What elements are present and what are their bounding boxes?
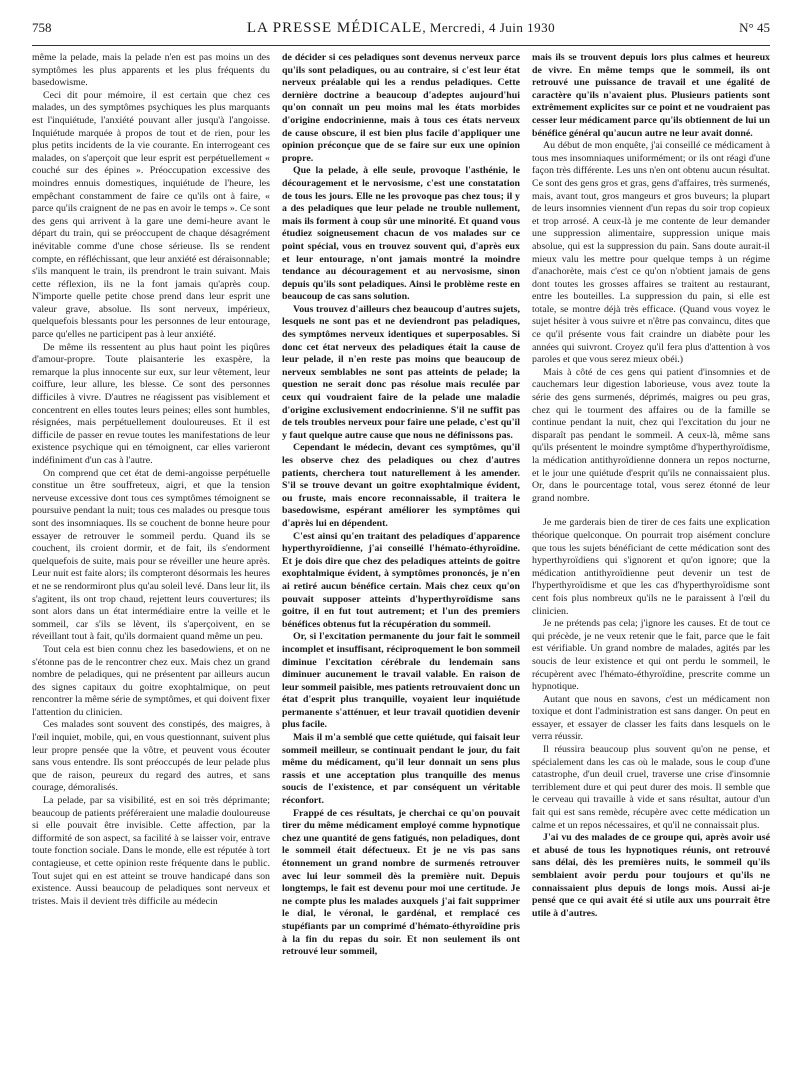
- paragraph: Autant que nous en savons, c'est un médicament non toxique et dont l'administration est sans danger. On peut en essayer, et essayer de classer les faits dans lesquels on le verra réussir.: [532, 693, 770, 743]
- issue-number: N° 45: [739, 20, 770, 35]
- column-middle: [282, 52, 520, 1077]
- paragraph: Mais il m'a semblé que cette quiétude, qui faisait leur sommeil meilleur, se continuait pendant le jour, du fait même du médicament, qu'il leur donnait un sens plus rassis et une acceptation plus tranquille des menus soucis de l'existence, et par conséquent un véritable réconfort.: [282, 732, 520, 807]
- paragraph: De même ils ressentent au plus haut point les piqûres d'amour-propre. Toute plaisanterie les exaspère, la remarque la plus innocente sur eux, sur leur vêtement, leur coiffure, leur allure, les blesse. Ce sont des personnes difficiles à vivre. D'autres ne réagissent pas visiblement et concentrent en elles toutes leurs peines; elles sont humbles, résignées, mais perpétuellement douloureuses. Et il est difficile de passer en revue toutes les manifestations de leur existence psychique qui en témoignent, car elles varieront indéfiniment d'un cas à l'autre.: [32, 341, 270, 466]
- page-number: 758: [32, 20, 52, 35]
- paragraph: mais ils se trouvent depuis lors plus calmes et heureux de vivre. En même temps que le sommeil, ils ont retrouvé une puissance de travail et une égalité de caractère qu'ils n'avaient plus. Plusieurs patients sont extrêmement explicites sur ce point et ne voudraient pas cesser leur médicament parce qu'ils obtiennent de lui un bénéfice général qu'aucun autre ne leur avait donné.: [532, 52, 770, 139]
- paragraph: Il réussira beaucoup plus souvent qu'on ne pense, et spécialement dans les cas où le malade, sous le coup d'une catastrophe, d'un deuil cruel, traverse une crise d'insomnie terriblement dure et qui peut durer des mois. Il semble que le cerveau qui travaille à vide et sans résultat, autour d'un fait qui est sans remède, récupère avec cette médication un calme et un repos nécessaires, et qu'il ne connaissait plus.: [532, 744, 770, 831]
- paragraph: J'ai vu des malades de ce groupe qui, après avoir usé et abusé de tous les hypnotiques réunis, ont retrouvé sans délai, dès les premières nuits, le sommeil qu'ils semblaient avoir perdu pour toujours et qu'ils ne connaissaient plus depuis de longs mois. Aussi ai-je pensé que ce qui avait été si utile aux uns pourrait être utile à d'autres.: [532, 832, 770, 919]
- column-left: [32, 52, 270, 1077]
- column-right: [532, 52, 770, 1077]
- paragraph: de décider si ces peladiques sont devenus nerveux parce qu'ils sont peladiques, ou au contraire, si c'est leur état nerveux préalable qui les a rendus peladiques. Cette dernière doctrine a beaucoup d'adeptes aujourd'hui qu'on connaît un peu moins mal les états morbides d'origine endocrinienne, mais à tous ces états nerveux de cause obscure, il est bien plus facile d'appliquer une opinion préconçue que de se faire sur eux une opinion propre.: [282, 52, 520, 164]
- journal-title: LA PRESSE MÉDICALE: [246, 20, 423, 36]
- paragraph: Ces malades sont souvent des constipés, des maigres, à l'œil inquiet, mobile, qui, en vous questionnant, suivent plus leur propre pensée que la vôtre, et peuvent vous écouter sans vous entendre. Ils sont préoccupés de leur pelade plus que de raison, peureux du regard des autres, et sans courage, démoralisés.: [32, 719, 270, 794]
- paragraph: Tout cela est bien connu chez les basedowiens, et on ne s'étonne pas de le rencontrer chez eux. Mais chez un grand nombre de peladiques, qui ne présentent par ailleurs aucun des signes capitaux du goitre exophtalmique, on peut rencontrer la même série de symptômes, et qui doivent fixer l'attention du clinicien.: [32, 643, 270, 718]
- paragraph: C'est ainsi qu'en traitant des peladiques d'apparence hyperthyroïdienne, j'ai conseillé l'hémato-éthyroïdine. Et je dois dire que chez des peladiques atteints de goitre exophtalmique évident, à symptômes prononcés, je n'en ai retiré aucun bénéfice certain. Mais chez ceux qu'on pouvait supposer atteints d'hyperthyroïdisme sans goitre, il en fut tout autrement; et l'un des premiers bénéfices obtenus fut la récupération du sommeil.: [282, 530, 520, 630]
- paragraph: Au début de mon enquête, j'ai conseillé ce médicament à tous mes insomniaques uniformément; or ils ont réagi d'une façon très différente. Les uns n'en ont obtenu aucun résultat. Ce sont des gens gros et gras, gens d'affaires, très surmenés, mais, avant tout, gros mangeurs et gros buveurs; la plupart de leurs insomnies viennent d'un repas du soir trop copieux et trop arrosé. A ceux-là je me contente de leur demander une suppression alimentaire, suppression unique mais absolue, qui est la suppression du pain. Sans doute aurait-il mieux valu les mettre pour quelque temps à un régime d'anachorète, mais c'est ce qu'on n'obtient jamais de gens dont toutes les grosses affaires se traitent au restaurant, entre les bouteilles. La suppression du pain, si elle est totale, se montre déjà très efficace. (Quand vous voyez le sujet hésiter à vous suivre et n'être pas convaincu, dites que ce qu'il présente vous fait craindre un diabète pour les années qui suivront. Croyez qu'il fera plus d'attention à vos paroles et que vous serez mieux obéi.): [532, 140, 770, 366]
- article-body: [32, 52, 770, 1077]
- issue-date: , Mercredi, 4 Juin 1930: [422, 20, 556, 35]
- paragraph: Vous trouvez d'ailleurs chez beaucoup d'autres sujets, lesquels ne sont pas et ne deviendront pas peladiques, des symptômes nerveux identiques et superposables. Si donc cet état nerveux des peladiques était la cause de leur pelade, il n'en reste pas moins que beaucoup de nerveux semblables ne sont pas atteints de pelade; la question ne serait donc pas résolue mais reculée par ceux qui voudraient faire de la pelade une maladie d'origine exclusivement endocrinienne. S'il ne suffit pas de tels troubles nerveux pour faire une pelade, c'est qu'il y faut quelque autre cause que nous ne définissons pas.: [282, 303, 520, 441]
- paragraph: même la pelade, mais la pelade n'en est pas moins un des symptômes les plus apparents et les plus fréquents du basedowisme.: [32, 52, 270, 89]
- paragraph: Je me garderais bien de tirer de ces faits une explication théorique quelconque. On pourrait trop aisément conclure que tous les sujets bénéficiant de cette médication sont des hyperthyroïdiens qui s'ignorent et qu'on ignore; que la médication antithyroïdienne peut devenir un test de l'hyperthyroïdisme et que les cas d'hyperthyroïdisme sont cent fois plus nombreux qu'ils ne le paraissent à l'œil du clinicien.: [532, 517, 770, 617]
- paragraph: Cependant le médecin, devant ces symptômes, qu'il les observe chez des peladiques ou chez d'autres patients, cherchera tout naturellement à les amender. S'il se trouve devant un goitre exophtalmique évident, ou fruste, mais encore reconnaissable, il traitera le basedowisme, espérant améliorer les symptômes qui d'après lui en dépendent.: [282, 442, 520, 529]
- paragraph: Frappé de ces résultats, je cherchai ce qu'on pouvait tirer du même médicament employé comme hypnotique chez une quantité de gens fatigués, non peladiques, dont le sommeil était défectueux. Et je ne vis pas sans étonnement un grand nombre de surmenés retrouver avec lui leur sommeil dès la première nuit. Depuis longtemps, le fait est devenu pour moi une certitude. Je ne compte plus les malades auxquels j'ai fait supprimer le dial, le véronal, le gardénal, et remplacé ces stupéfiants par un comprimé d'hémato-éthyroïdine pris à la fin du repas du soir. Et non seulement ils ont retrouvé leur sommeil,: [282, 807, 520, 958]
- paragraph: Je ne prétends pas cela; j'ignore les causes. Et de tout ce qui précède, je ne veux retenir que le fait, parce que le fait est vérifiable. Un grand nombre de malades, agités par les soucis de leur existence et qui ont perdu le sommeil, le récupèrent avec l'hémato-éthyroïdine, prescrite comme un hypnotique.: [532, 618, 770, 693]
- paragraph: Que la pelade, à elle seule, provoque l'asthénie, le découragement et le nervosisme, c'est une constatation de tous les jours. Elle ne les provoque pas chez tous; il y a des peladiques que leur pelade ne trouble nullement, mais ils forment à coup sûr une minorité. Et quand vous étudiez soigneusement chacun de vos malades sur ce point spécial, vous en trouvez souvent qui, d'après eux et leur entourage, n'ont jamais montré la moindre tendance au découragement et au nervosisme, sinon depuis qu'ils sont peladiques. Ainsi le problème reste en beaucoup de cas sans solution.: [282, 165, 520, 303]
- paragraph: Mais à côté de ces gens qui patient d'insomnies et de cauchemars leur digestion laborieuse, vous avez toute la série des gens surmenés, déprimés, maigres ou peu gras, chez qui le tourment des affaires ou de la famille se continue pendant la nuit, chez qui l'excitation du jour ne disparaît pas pendant le sommeil. A ceux-là, même sans qu'ils présentent le moindre symptôme d'hyperthyroïdisme, la médication antithyroïdienne donnera un repos nocturne, et le jour une quiétude d'esprit qu'ils ne connaissaient plus. Or, dans le pourcentage total, vous serez étonné de leur grand nombre.: [532, 366, 770, 504]
- paragraph: Ceci dit pour mémoire, il est certain que chez ces malades, un des symptômes psychiques les plus marquants est l'inquiétude, l'anxiété pouvant aller jusqu'à l'angoisse. Inquiétude marquée à propos de tout et de rien, pour les plus petits incidents de la vie courante. En interrogeant ces malades, on s'aperçoit que leur esprit est perpétuellement « couché sur des épines ». Préoccupation excessive des moindres ennuis domestiques, inquiétude de l'heure, les empêchant constamment de faire ce qu'ils ont à faire, « parce qu'ils craignent de ne pas en avoir le temps ». Ce sont des gens qui arrivent à la gare une demi-heure avant le départ du train, qui se préoccupent de chaque désagrément inévitable comme d'une chose sérieuse. Ils se rendent compte, en réfléchissant, que leur anxiété est déraisonnable; s'ils manquent le train, ils prendront le train suivant. Mais cette réflexion, ils ne la font jamais qu'après coup. N'importe quelle petite chose prend dans leur esprit une valeur grave, absolue. Ils sont nerveux, impérieux, quelquefois blessants pour les personnes de leur entourage, parce qu'elles ne participent pas à leur anxiété.: [32, 89, 270, 341]
- running-header: [32, 20, 770, 42]
- paragraph: Or, si l'excitation permanente du jour fait le sommeil incomplet et insuffisant, réciproquement le bon sommeil diminue l'excitation cérébrale du lendemain sans diminuer aucunement le travail valable. En raison de leur sommeil paisible, mes patients retrouvaient donc un état d'esprit plus tranquille, voyaient leur inquiétude permanente s'atténuer, et leur travail quotidien devenir plus facile.: [282, 631, 520, 731]
- paragraph: On comprend que cet état de demi-angoisse perpétuelle constitue un être souffreteux, aigri, et que la tension nerveuse excessive dont tous ces symptômes témoignent se poursuive pendant la nuit; tous ces malades ou presque tous sont des insomniaques. Ils se couchent de bonne heure pour essayer de retrouver le sommeil perdu. Quand ils se couchent, ils croient dormir, et de fait, ils s'endorment quelquefois de suite, mais pour se réveiller une heure après. Leur nuit est faite alors; ils compteront désormais les heures et ne se rendormiront plus qu'au soleil levé. Dans leur lit, ils s'agitent, ils ont trop chaud, rejettent leurs couvertures; ils sont alors dans un état intermédiaire entre la veille et le sommeil, car s'ils se lèvent, ils s'aperçoivent, en se réveillant tout à fait, qu'ils dormaient quand même un peu.: [32, 467, 270, 643]
- paragraph: La pelade, par sa visibilité, est en soi très déprimante; beaucoup de patients préféreraient une maladie douloureuse si elle pouvait être invisible. Cette affection, par la difformité de son aspect, sa facilité à se laisser voir, entrave toute fonction sociale. Dans le monde, elle est réputée à tort contagieuse, et cette opinion reste fréquente dans le public. Tout sujet qui en est atteint se trouve handicapé dans son existence. Aussi beaucoup de peladiques sont nerveux et tristes. Mais il devient très difficile au médecin: [32, 795, 270, 907]
- header-rule: [32, 45, 770, 46]
- journal-heading: [92, 20, 710, 37]
